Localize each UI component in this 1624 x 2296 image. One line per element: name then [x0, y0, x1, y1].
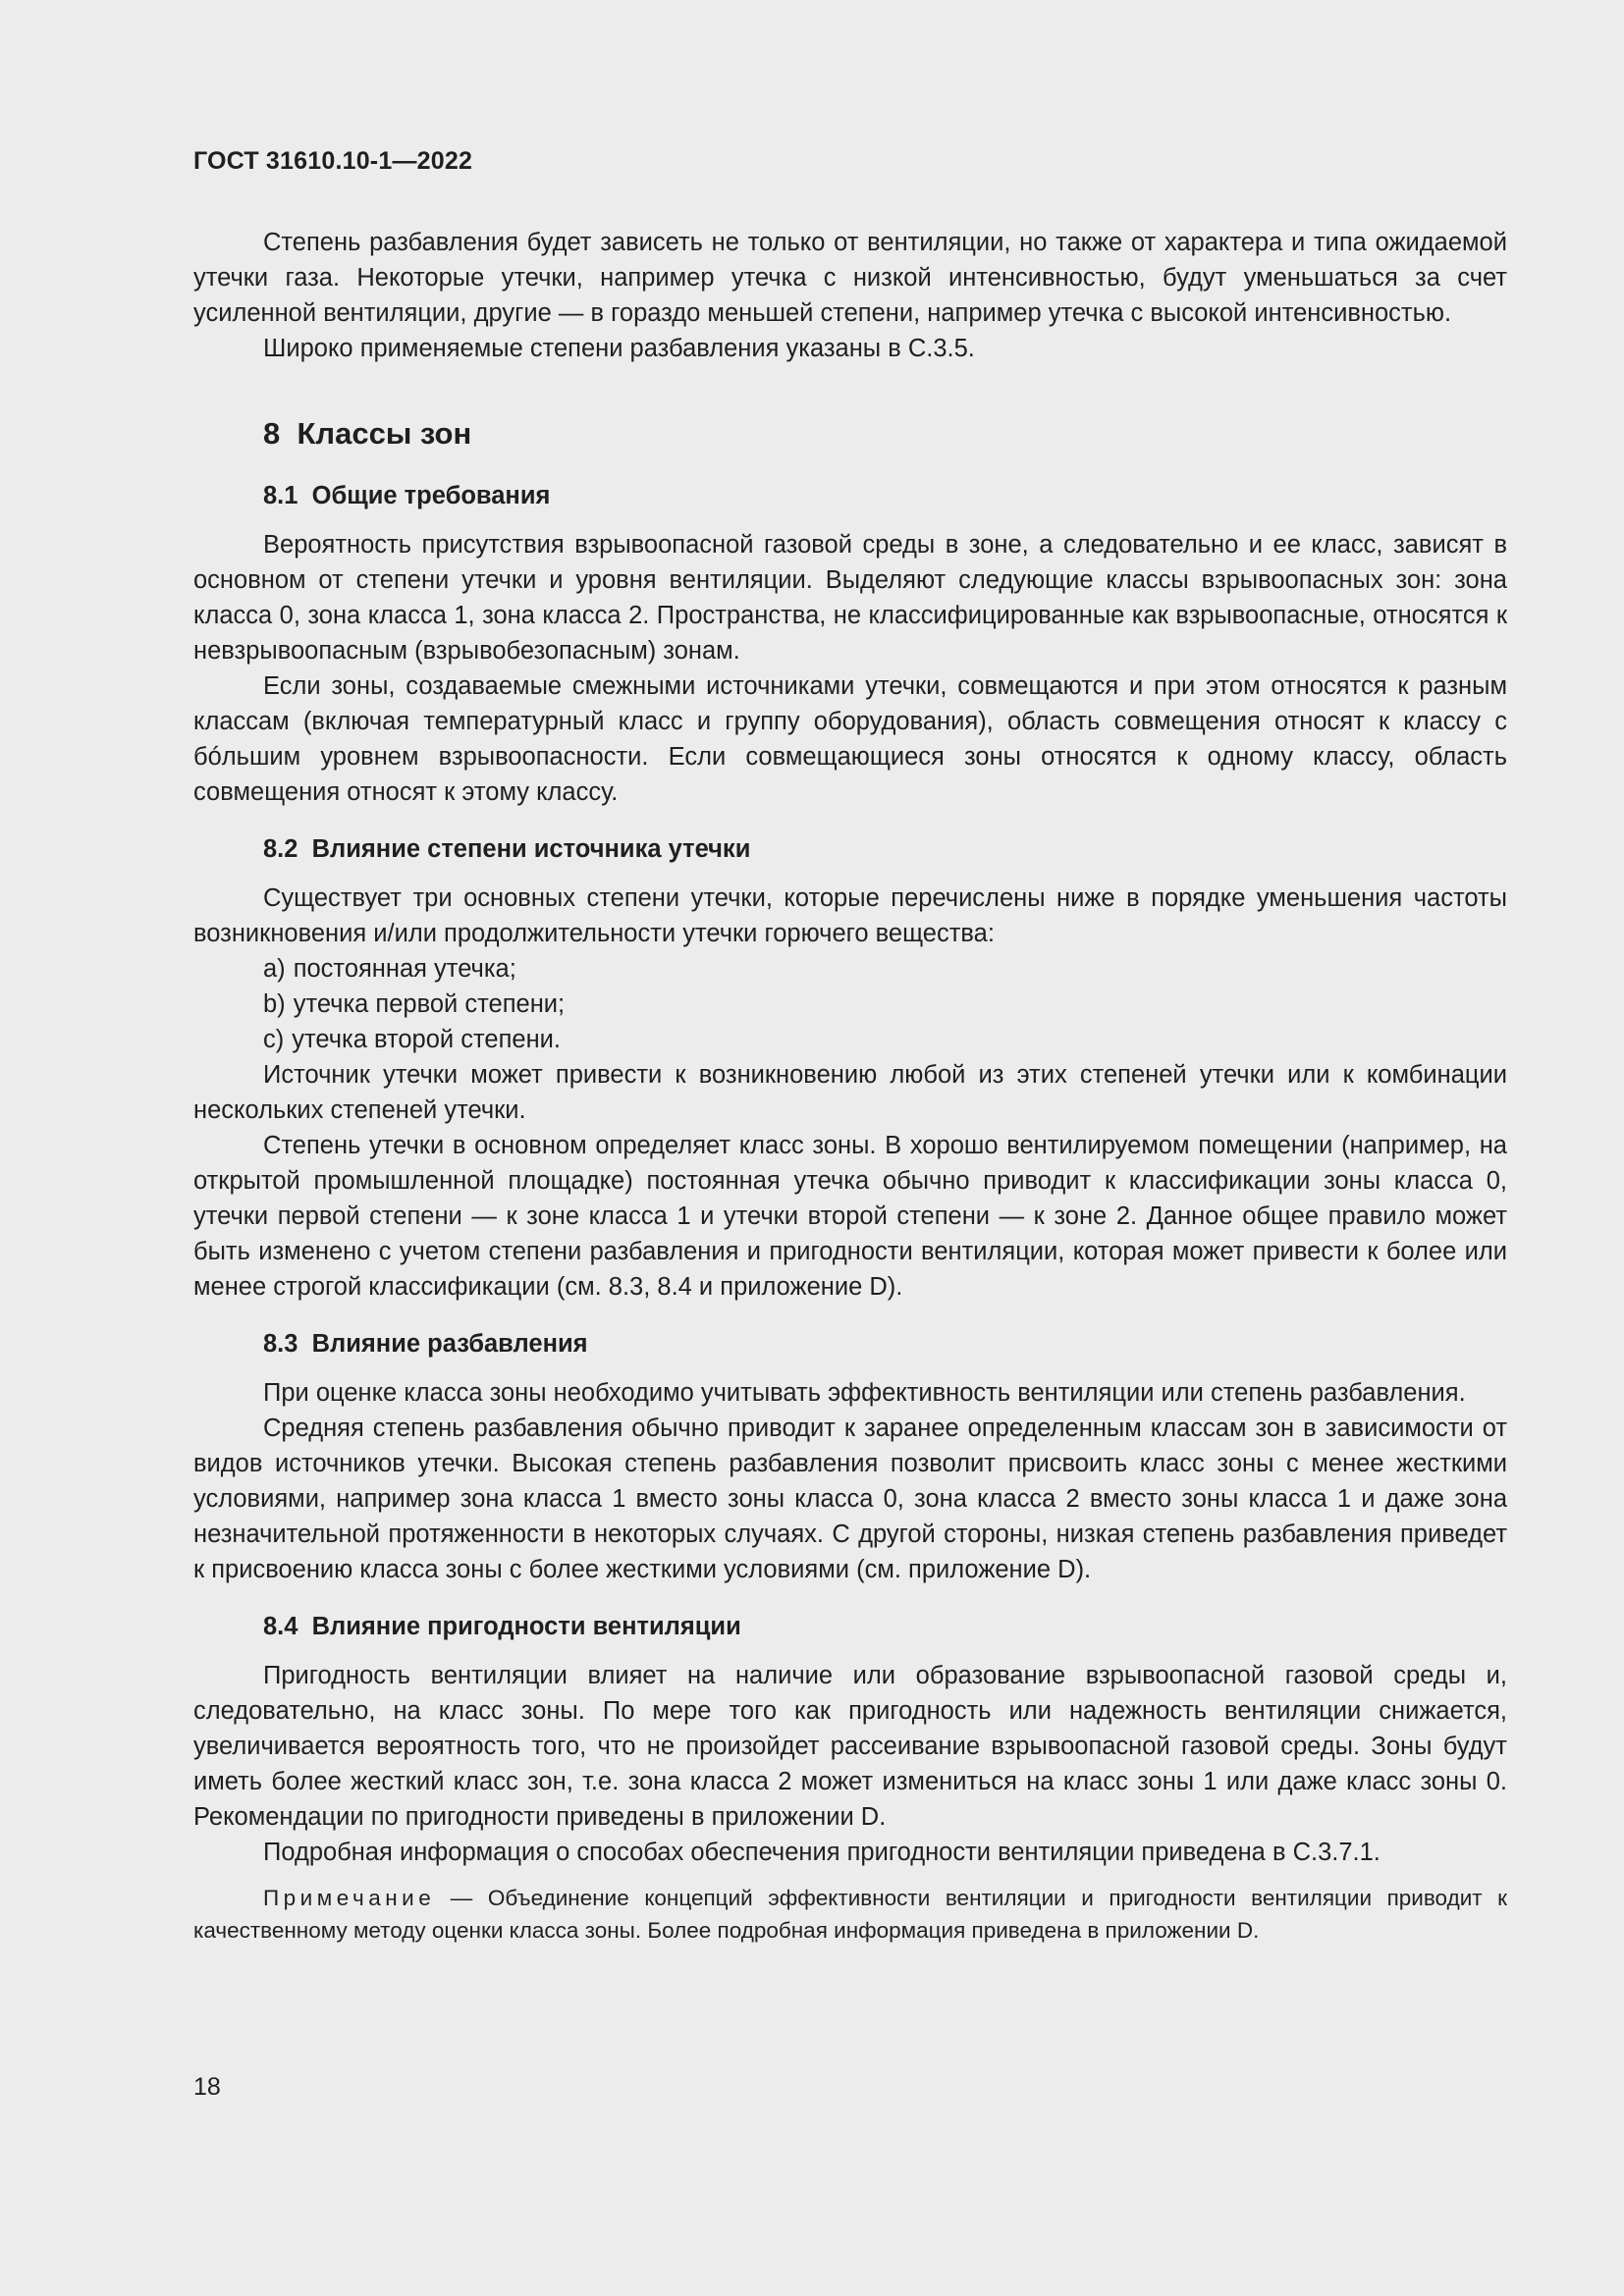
- paragraph: Степень утечки в основном определяет класс зоны. В хорошо вентилируемом помещении (например, на открытой промышленной площадке) постоянная утечка обычно приводит к классификации зоны класса 0, утечки первой степени — к зоне класса 1 и утечки второй степени — к зоне 2. Данное общее правило может быть изменено с учетом степени разбавления и пригодности вентиляции, которая может привести к более или менее строгой классификации (см. 8.3, 8.4 и приложение D).: [193, 1132, 1507, 1301]
- subsection-title: Влияние пригодности вентиляции: [311, 1613, 741, 1640]
- document-code-header: ГОСТ 31610.10-1—2022: [193, 147, 473, 175]
- document-body: [193, 225, 1507, 1947]
- note-text: — Объединение концепций эффективности вентиляции и пригодности вентиляции приводит к качественному методу оценки класса зоны. Более подробная информация приведена в приложении D.: [193, 1886, 1507, 1943]
- subsection-title: Влияние разбавления: [311, 1330, 588, 1358]
- list-item: [193, 987, 1507, 1022]
- list-item-text: утечка второй степени.: [292, 1026, 561, 1053]
- subsection-number: 8.4: [263, 1613, 298, 1640]
- subsection-title: Влияние степени источника утечки: [311, 835, 751, 863]
- list-marker: b): [263, 990, 286, 1018]
- paragraph: Подробная информация о способах обеспечения пригодности вентиляции приведена в С.3.7.1.: [263, 1839, 1380, 1866]
- list-item-text: постоянная утечка;: [293, 955, 516, 983]
- note-label: Примечание: [263, 1886, 436, 1910]
- subsection-heading-8-1: [193, 478, 1507, 513]
- subsection-title: Общие требования: [311, 482, 551, 509]
- note: [193, 1882, 1507, 1947]
- paragraph: Средняя степень разбавления обычно приводит к заранее определенным классам зон в зависимости от видов источников утечки. Высокая степень разбавления позволит присвоить класс зоны с менее жесткими условиями, например зона класса 1 вместо зоны класса 0, зона класса 2 вместо зоны класса 1 и даже зона незначительной протяженности в некоторых случаях. С другой стороны, низкая степень разбавления приведет к присвоению класса зоны с более жесткими условиями (см. приложение D).: [193, 1415, 1507, 1583]
- section-number: 8: [263, 416, 281, 451]
- paragraph: Вероятность присутствия взрывоопасной газовой среды в зоне, а следовательно и ее класс, зависят в основном от степени утечки и уровня вентиляции. Выделяют следующие классы взрывоопасных зон: зона класса 0, зона класса 1, зона класса 2. Пространства, не классифицированные как взрывоопасные, относятся к невзрывоопасным (взрывобезопасным) зонам.: [193, 531, 1507, 665]
- paragraph: Пригодность вентиляции влияет на наличие или образование взрывоопасной газовой среды и, следовательно, на класс зоны. По мере того как пригодность или надежность вентиляции снижается, увеличивается вероятность того, что не произойдет рассеивание взрывоопасной газовой среды. Зоны будут иметь более жесткий класс зон, т.е. зона класса 2 может измениться на класс зоны 1 или даже класс зоны 0. Рекомендации по пригодности приведены в приложении D.: [193, 1662, 1507, 1831]
- subsection-heading-8-3: [193, 1326, 1507, 1362]
- paragraph: Степень разбавления будет зависеть не только от вентиляции, но также от характера и типа ожидаемой утечки газа. Некоторые утечки, например утечка с низкой интенсивностью, будут уменьшаться за счет усиленной вентиляции, другие — в гораздо меньшей степени, например утечка с высокой интенсивностью.: [193, 229, 1507, 327]
- paragraph: Если зоны, создаваемые смежными источниками утечки, совмещаются и при этом относятся к разным классам (включая температурный класс и группу оборудования), область совмещения относят к классу с бóльшим уровнем взрывоопасности. Если совмещающиеся зоны относятся к одному классу, область совмещения относят к этому классу.: [193, 672, 1507, 806]
- paragraph: При оценке класса зоны необходимо учитывать эффективность вентиляции или степень разбавления.: [263, 1379, 1466, 1407]
- paragraph: Широко применяемые степени разбавления указаны в С.3.5.: [263, 335, 975, 362]
- page-number: 18: [193, 2073, 221, 2101]
- list-marker: c): [263, 1026, 285, 1053]
- subsection-number: 8.2: [263, 835, 298, 863]
- subsection-heading-8-4: [193, 1609, 1507, 1644]
- paragraph: Источник утечки может привести к возникновению любой из этих степеней утечки или к комбинации нескольких степеней утечки.: [193, 1061, 1507, 1124]
- subsection-heading-8-2: [193, 831, 1507, 867]
- section-title: Классы зон: [297, 416, 472, 451]
- subsection-number: 8.3: [263, 1330, 298, 1358]
- paragraph: Существует три основных степени утечки, которые перечислены ниже в порядке уменьшения частоты возникновения и/или продолжительности утечки горючего вещества:: [193, 884, 1507, 947]
- list-item: [193, 1022, 1507, 1057]
- section-heading-8: [193, 409, 1507, 458]
- list-marker: a): [263, 955, 286, 983]
- list-item-text: утечка первой степени;: [293, 990, 566, 1018]
- subsection-number: 8.1: [263, 482, 298, 509]
- list-item: [193, 951, 1507, 987]
